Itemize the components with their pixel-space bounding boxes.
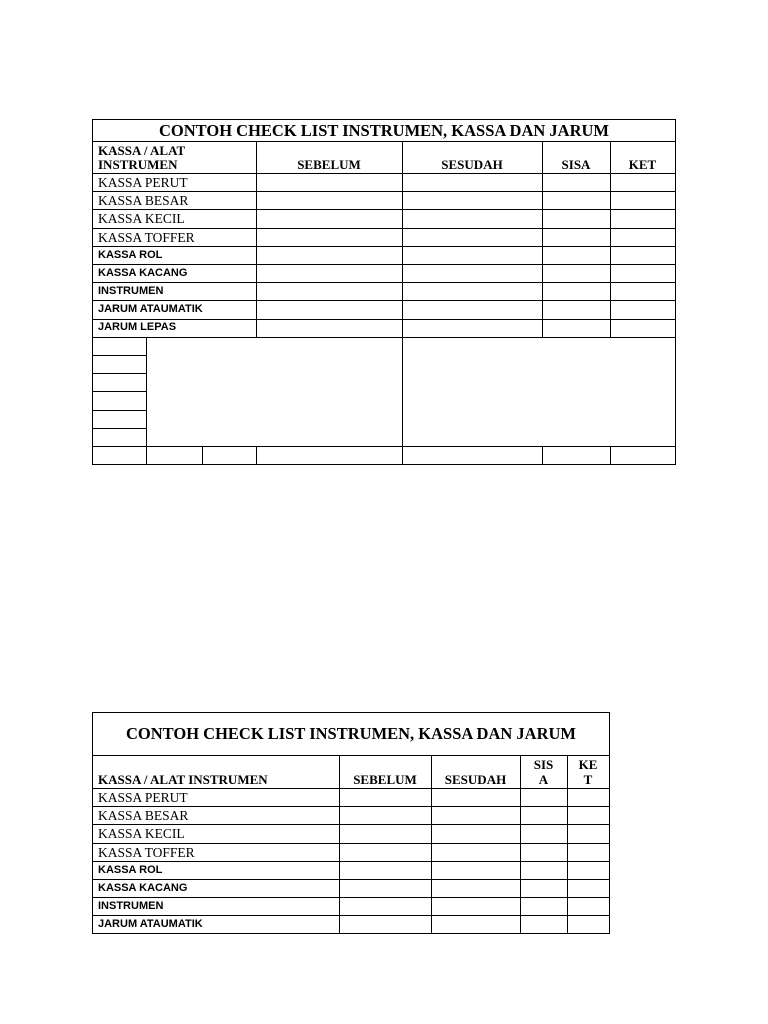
table2-row-label: KASSA BESAR — [98, 808, 189, 823]
table2-border-top — [92, 712, 610, 713]
table2-header-item: KASSA / ALAT INSTRUMEN — [98, 772, 268, 787]
table2-line — [92, 788, 610, 789]
table1-row-label: JARUM LEPAS — [98, 321, 177, 333]
table1-border-bottom — [92, 464, 676, 465]
table2-line — [92, 824, 610, 825]
table1-row-label: KASSA ROL — [98, 249, 163, 261]
table1-header-sesudah: SESUDAH — [441, 157, 503, 172]
table1-header-item-line1: KASSA / ALAT — [98, 143, 186, 158]
table2-row-label: KASSA KECIL — [98, 826, 185, 841]
table1-col — [402, 141, 403, 465]
table2-line — [92, 861, 610, 862]
table1-line — [92, 391, 147, 392]
table1-line — [92, 428, 147, 429]
table1-header-sisa: SISA — [561, 157, 591, 172]
table2-header-sebelum: SEBELUM — [353, 772, 417, 787]
table1-line — [92, 337, 676, 338]
table1-line — [92, 209, 676, 210]
table2-line — [92, 806, 610, 807]
table2-header-sisa-line2: A — [538, 772, 549, 787]
table1-line — [92, 410, 147, 411]
table2-row-label: INSTRUMEN — [98, 900, 164, 912]
table2-row-label: KASSA PERUT — [98, 790, 188, 805]
table1-title: CONTOH CHECK LIST INSTRUMEN, KASSA DAN JARUM — [158, 121, 609, 140]
table2-border-left — [92, 712, 93, 934]
table1-col — [256, 446, 257, 465]
table1-col — [202, 446, 203, 465]
table2-line — [92, 915, 610, 916]
table2-row-label: KASSA KACANG — [98, 882, 188, 894]
table1-row-label: KASSA KACANG — [98, 267, 188, 279]
table2-line — [92, 755, 610, 756]
table2-header-ket-line2: T — [583, 772, 593, 787]
table2-row-label: JARUM ATAUMATIK — [98, 918, 203, 930]
table1-line — [92, 355, 147, 356]
table2-header-ket-line1: KE — [578, 757, 598, 772]
table1-line — [92, 173, 676, 174]
table1-row-label: JARUM ATAUMATIK — [98, 303, 203, 315]
table1-line — [92, 264, 676, 265]
table2-border-bottom — [92, 933, 610, 934]
table2-row-label: KASSA ROL — [98, 864, 163, 876]
table1-header-item-line2: INSTRUMEN — [98, 157, 178, 172]
table2-header-sisa-line1: SIS — [533, 757, 554, 772]
table1-col — [610, 446, 611, 465]
table1-border-top — [92, 119, 676, 120]
table1-header-ket: KET — [628, 157, 657, 172]
table2-row-label: KASSA TOFFER — [98, 845, 195, 860]
table1-header-sebelum: SEBELUM — [297, 157, 361, 172]
table1-col — [146, 337, 147, 465]
table2-border-right — [609, 712, 610, 934]
table1-border-right — [675, 119, 676, 465]
table1-col — [542, 446, 543, 465]
table1-line — [92, 246, 676, 247]
table1-line — [92, 300, 676, 301]
table1-row-label: KASSA KECIL — [98, 211, 185, 226]
table1-row-label: KASSA TOFFER — [98, 230, 195, 245]
table1-row-label: INSTRUMEN — [98, 285, 164, 297]
table1-line — [92, 282, 676, 283]
table1-row-label: KASSA BESAR — [98, 193, 189, 208]
table2-line — [92, 879, 610, 880]
table2-line — [92, 843, 610, 844]
table2-title: CONTOH CHECK LIST INSTRUMEN, KASSA DAN JARUM — [125, 724, 576, 743]
table1-line — [92, 228, 676, 229]
table1-line — [92, 373, 147, 374]
table1-line — [92, 319, 676, 320]
table1-row-label: KASSA PERUT — [98, 175, 188, 190]
table2-header-sesudah: SESUDAH — [444, 772, 507, 787]
table1-border-left — [92, 119, 93, 465]
table2-line — [92, 897, 610, 898]
table1-line — [92, 191, 676, 192]
table1-line — [92, 141, 676, 142]
table1-line — [92, 446, 676, 447]
